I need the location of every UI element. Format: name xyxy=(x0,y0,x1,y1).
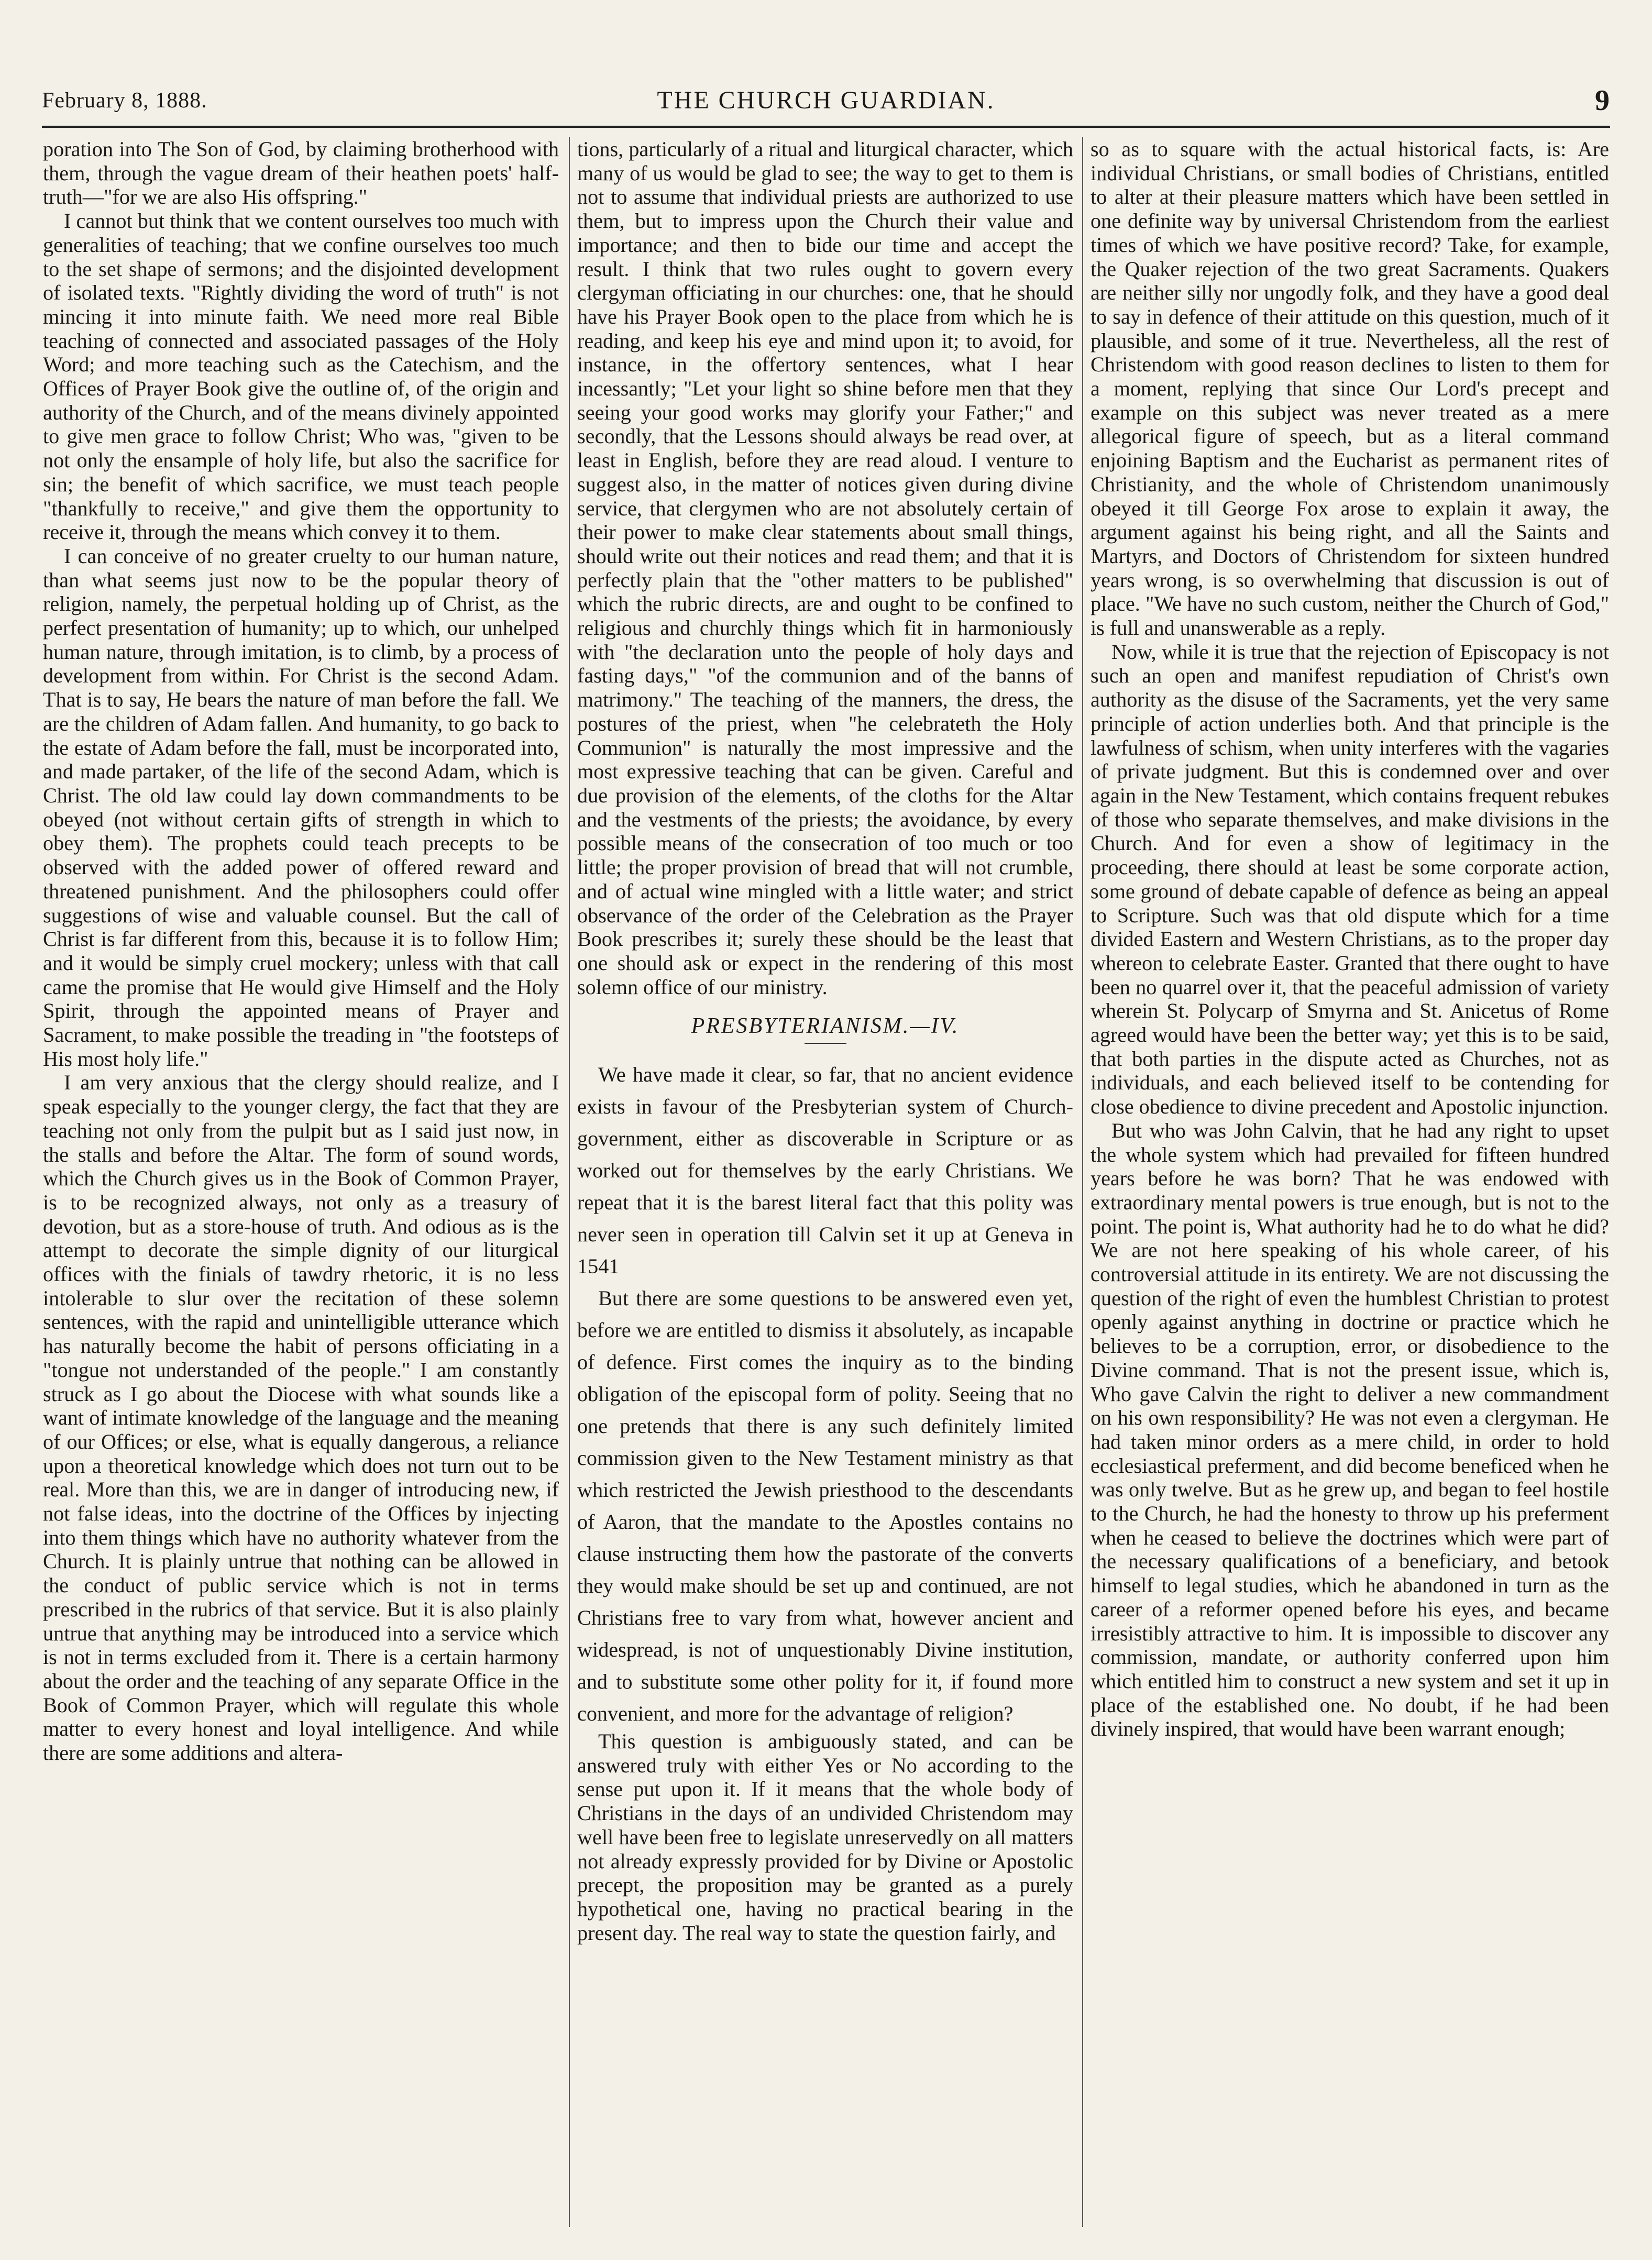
paragraph: poration into The Son of God, by claiming brotherhood with them, through the vague dream of their heathen poets' half-truth—"for we are also His offspring." xyxy=(43,137,559,209)
paragraph: so as to square with the actual historical facts, is: Are individual Christians, or small bodies of Christians, entitled to alter at their pleasure matters which have been settled in one definite way by universal Christendom from the earliest times of which we have positive record? Take, for example, the Quaker rejection of the two great Sacraments. Quakers are neither silly nor ungodly folk, and they have a good deal to say in defence of their attitude on this question, much of it plausible, and some of it true. Nevertheless, all the rest of Christendom with good reason declines to listen to them for a moment, replying that since Our Lord's precept and example on this subject was never treated as a mere allegorical figure of speech, but as a literal command enjoining Baptism and the Eucharist as permanent rites of Christianity, and the whole of Christendom unanimously obeyed it till George Fox arose to explain it away, the argument against his being right, and all the Saints and Martyrs, and Doctors of Christendom for sixteen hundred years wrong, is so overwhelming that discussion is out of place. "We have no such custom, neither the Church of God," is full and unanswerable as a reply. xyxy=(1091,137,1609,640)
paragraph: We have made it clear, so far, that no ancient evidence exists in favour of the Presbyterian system of Church-government, either as discoverable in Scripture or as worked out for themselves by the early Christians. We repeat that it is the barest literal fact that this polity was never seen in operation till Calvin set it up at Geneva in 1541 xyxy=(577,1063,1073,1278)
paragraph: I can conceive of no greater cruelty to our human nature, than what seems just now to be the popular theory of religion, namely, the perpetual holding up of Christ, as the perfect presentation of humanity; up to which, our unhelped human nature, through imitation, is to climb, by a process of development from within. For Christ is the second Adam. That is to say, He bears the nature of man before the fall. We are the children of Adam fallen. And humanity, to go back to the estate of Adam before the fall, must be incorporated into, and made partaker, of the life of the second Adam, which is Christ. The old law could lay down commandments to be obeyed (not without certain gifts of strength in which to obey them). The prophets could teach precepts to be observed with the added power of offered reward and threatened punishment. And the philosophers could offer suggestions of wise and valuable counsel. But the call of Christ is far different from this, because it is to follow Him; and it would be simply cruel mockery; unless with that call came the promise that He would give Himself and the Holy Spirit, through the appointed means of Prayer and Sacrament, to make possible the treading in "the footsteps of His most holy life." xyxy=(43,544,559,1071)
paragraph: Now, while it is true that the rejection of Episcopacy is not such an open and manifest repudiation of Christ's own authority as the disuse of the Sacraments, yet the very same principle of action underlies both. And that principle is the lawfulness of schism, when unity interferes with the vagaries of private judgment. But this is condemned over and over again in the New Testament, which contains frequent rebukes of those who separate themselves, and make divisions in the Church. And for even a show of legitimacy in the proceeding, there should at least be some corporate action, some ground of debate capable of defence as being an appeal to Scripture. Such was that old dispute which for a time divided Eastern and Western Christians, as to the proper day whereon to celebrate Easter. Granted that there ought to have been no quarrel over it, that the peaceful admission of variety wherein St. Polycarp of Smyrna and St. Anicetus of Rome agreed would have been the better way; yet this is to be said, that both parties in the dispute acted as Churches, not as individuals, and each believed itself to be contending for close obedience to divine precedent and Apostolic injunction. xyxy=(1091,640,1609,1119)
issue-date: February 8, 1888. xyxy=(42,89,207,113)
article-column-3 xyxy=(1091,137,1609,2227)
presbyterianism-article xyxy=(577,1059,1073,1729)
masthead-title: THE CHURCH GUARDIAN. xyxy=(657,86,995,114)
paragraph: But who was John Calvin, that he had any right to upset the whole system which had prevailed for fifteen hundred years before he was born? That he was endowed with extraordinary mental powers is true enough, but is not to the point. The point is, What authority had he to do what he did? We are not here speaking of his whole career, of his controversial attitude in its entirety. We are not discussing the question of the right of even the humblest Christian to protest openly against anything in doctrine or practice which he believes to be a corruption, error, or disobedience to the Divine command. That is not the present issue, which is, Who gave Calvin the right to deliver a new commandment on his own responsibility? He was not even a clergyman. He had taken minor orders as a mere child, in order to hold ecclesiastical preferment, and did become beneficed when he was only twelve. But as he grew up, and began to feel hostile to the Church, he had the honesty to throw up his preferment when he ceased to believe the doctrines which were part of the necessary qualifications of a beneficiary, and betook himself to legal studies, which he abandoned in turn as the career of a reformer opened before his eyes, and became irresistibly attractive to him. It is impossible to discover any commission, mandate, or authority conferred upon him which entitled him to construct a new system and set it up in place of the established one. No doubt, if he had been divinely inspired, that would have been warrant enough; xyxy=(1091,1118,1609,1741)
page-header xyxy=(42,79,1610,120)
paragraph: This question is ambiguously stated, and can be answered truly with either Yes or No according to the sense put upon it. If it means that the whole body of Christians in the days of an undivided Christendom may well have been free to legislate unreservedly on all matters not already expressly provided for by Divine or Apostolic precept, the proposition may be granted as a purely hypothetical one, having no practical bearing in the present day. The real way to state the question fairly, and xyxy=(577,1729,1073,1945)
paragraph: tions, particularly of a ritual and liturgical character, which many of us would be glad to see; the way to get to them is not to assume that individual priests are authorized to use them, but to impress upon the Church their value and importance; and then to bide our time and accept the result. I think that two rules ought to govern every clergyman officiating in our churches: one, that he should have his Prayer Book open to the place from which he is reading, and keep his eye and mind upon it; to avoid, for instance, in the offertory sentences, what I hear incessantly; "Let your light so shine before men that they seeing your good works may glorify your Father;" and secondly, that the Lessons should always be read over, at least in English, before they are read aloud. I venture to suggest also, in the matter of notices given during divine service, that clergymen who are not absolutely certain of their power to make clear statements about small things, should write out their notices and read them; and that it is perfectly plain that the "other matters to be published" which the rubric directs, are and ought to be confined to religious and churchly things which fit in harmoniously with "the declaration unto the people of holy days and fasting days," "of the communion and of the banns of matrimony." The teaching of the manners, the dress, the postures of the priest, when "he celebrateth the Holy Communion" is naturally the most impressive and the most expressive teaching that can be given. Careful and due provision of the elements, of the cloths for the Altar and the vestments of the priests; the avoidance, by every possible means of the consecration of too much or too little; the proper provision of bread that will not crumble, and of actual wine mingled with a little water; and strict observance of the order of the Celebration as the Prayer Book prescribes it; surely these should be the least that one should ask or expect in the rendering of this most solemn office of our ministry. xyxy=(577,137,1073,999)
column-divider xyxy=(1082,137,1083,2227)
paragraph: I am very anxious that the clergy should realize, and I speak especially to the younger clergy, the fact that they are teaching not only from the pulpit but as I said just now, in the stalls and before the Altar. The form of sound words, which the Church gives us in the Book of Common Prayer, is to be recognized always, not only as a treasury of devotion, but as a store-house of truth. And odious as is the attempt to decorate the simple dignity of our liturgical offices with the finials of tawdry rhetoric, it is no less intolerable to slur over the recitation of these solemn sentences, with the rapid and unintelligible utterance which has naturally become the habit of persons officiating in a "tongue not understanded of the people." I am constantly struck as I go about the Diocese with what sounds like a want of intimate knowledge of the language and the meaning of our Offices; or else, what is equally dangerous, a reliance upon a theoretical knowledge which does not turn out to be real. More than this, we are in danger of introducing new, if not false ideas, into the doctrine of the Offices by injecting into them things which have no authority whatever from the Church. It is plainly untrue that nothing can be allowed in the conduct of public service which is not in terms prescribed in the rubrics of that service. But it is also plainly untrue that anything may be introduced into a service which is not in terms excluded from it. There is a certain harmony about the order and the teaching of any separate Office in the Book of Common Prayer, which will regulate this whole matter to every honest and loyal intelligence. And while there are some additions and altera- xyxy=(43,1071,559,1765)
header-rule xyxy=(42,126,1610,128)
column-divider xyxy=(569,137,570,2227)
article-column-2 xyxy=(577,137,1073,2227)
article-column-1 xyxy=(43,137,559,2227)
paragraph: I cannot but think that we content ourselves too much with generalities of teaching; that we confine ourselves too much to the set shape of sermons; and the disjointed development of isolated texts. "Rightly dividing the word of truth" is not mincing it into minute faith. We need more real Bible teaching of connected and associated passages of the Holy Word; and more teaching such as the Catechism, and the Offices of Prayer Book give the outline of, of the origin and authority of the Church, and of the means divinely appointed to give men grace to follow Christ; Who was, "given to be not only the ensample of holy life, but also the sacrifice for sin; the benefit of which sacrifice, we must teach people "thankfully to receive," and give them the opportunity to receive it, through the means which convey it to them. xyxy=(43,209,559,544)
paragraph: But there are some questions to be answered even yet, before we are entitled to dismiss it absolutely, as incapable of defence. First comes the inquiry as to the binding obligation of the episcopal form of polity. Seeing that no one pretends that there is any such definitely limited commission given to the New Testament ministry as that which restricted the Jewish priesthood to the descendants of Aaron, that the mandate to the Apostles contains no clause instructing them how the pastorate of the converts they would make should be set up and continued, are not Christians free to vary from what, however ancient and widespread, is not of unquestionably Divine institution, and to substitute some other polity for it, if found more convenient, and more for the advantage of religion? xyxy=(577,1286,1073,1726)
heading-rule xyxy=(805,1043,846,1044)
page-number: 9 xyxy=(1595,84,1610,117)
section-heading: PRESBYTERIANISM.—IV. xyxy=(691,1014,960,1039)
